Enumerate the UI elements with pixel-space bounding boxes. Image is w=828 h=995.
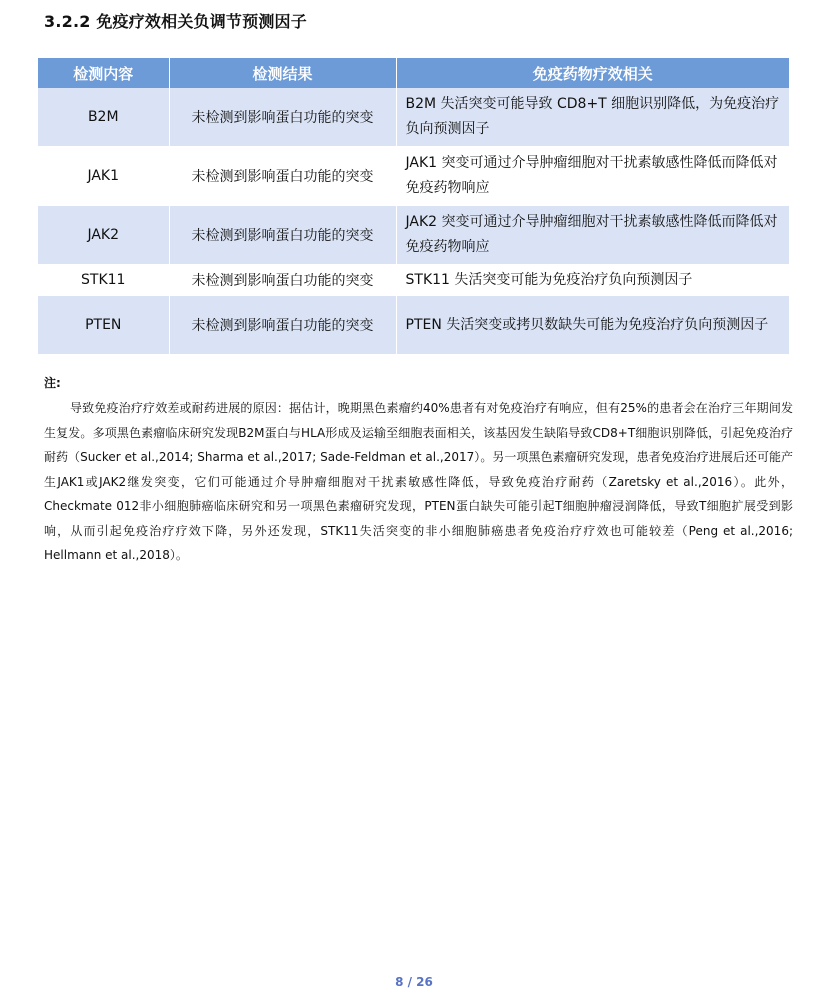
header-test-item: 检测内容 <box>38 58 169 88</box>
cell-relevance: PTEN 失活突变或拷贝数缺失可能为免疫治疗负向预测因子 <box>396 296 789 355</box>
cell-test-result: 未检测到影响蛋白功能的突变 <box>169 147 396 206</box>
header-test-result: 检测结果 <box>169 58 396 88</box>
table-row <box>38 206 789 265</box>
page-number: 8 / 26 <box>395 975 433 989</box>
table-row <box>38 265 789 296</box>
cell-test-result: 未检测到影响蛋白功能的突变 <box>169 88 396 147</box>
table-row <box>38 88 789 147</box>
cell-test-item: PTEN <box>38 296 169 355</box>
table-row <box>38 147 789 206</box>
cell-relevance: JAK1 突变可通过介导肿瘤细胞对干扰素敏感性降低而降低对免疫药物响应 <box>396 147 789 206</box>
cell-test-item: STK11 <box>38 265 169 296</box>
section-title: 3.2.2 免疫疗效相关负调节预测因子 <box>44 12 307 31</box>
cell-relevance: B2M 失活突变可能导致 CD8+T 细胞识别降低，为免疫治疗负向预测因子 <box>396 88 789 147</box>
cell-test-result: 未检测到影响蛋白功能的突变 <box>169 206 396 265</box>
cell-relevance: STK11 失活突变可能为免疫治疗负向预测因子 <box>396 265 789 296</box>
notes-paragraph: 导致免疫治疗疗效差或耐药进展的原因：据估计，晚期黑色素瘤约40%患者有对免疫治疗有响应，但有25%的患者会在治疗三年期间发生复发。多项黑色素瘤临床研究发现B2M蛋白与HLA形成及运输至细胞表面相关，该基因发生缺陷导致CD8+T细胞识别降低，引起免疫治疗耐药（Sucker et al.,2014; Sharma et al.,2017; Sade-Feldman et al.,2017）。另一项黑色素瘤研究发现，患者免疫治疗进展后还可能产生JAK1或JAK2继发突变，它们可能通过介导肿瘤细胞对干扰素敏感性降低，导致免疫治疗耐药（Zaretsky et al.,2016）。此外，Checkmate 012非小细胞肺癌临床研究和另一项黑色素瘤研究发现，PTEN蛋白缺失可能引起T细胞肿瘤浸润降低，导致T细胞扩展受到影响，从而引起免疫治疗疗效下降，另外还发现，STK11失活突变的非小细胞肺癌患者免疫治疗疗效也可能较差（Peng et al.,2016; Hellmann et al.,2018）。 <box>44 401 793 562</box>
cell-test-result: 未检测到影响蛋白功能的突变 <box>169 296 396 355</box>
cell-test-item: B2M <box>38 88 169 147</box>
results-table <box>38 58 789 355</box>
notes-label: 注: <box>44 376 61 390</box>
cell-relevance: JAK2 突变可通过介导肿瘤细胞对干扰素敏感性降低而降低对免疫药物响应 <box>396 206 789 265</box>
table-row <box>38 296 789 355</box>
header-drug-relevance: 免疫药物疗效相关 <box>396 58 789 88</box>
cell-test-item: JAK1 <box>38 147 169 206</box>
cell-test-item: JAK2 <box>38 206 169 265</box>
cell-test-result: 未检测到影响蛋白功能的突变 <box>169 265 396 296</box>
table-header-row <box>38 58 789 88</box>
